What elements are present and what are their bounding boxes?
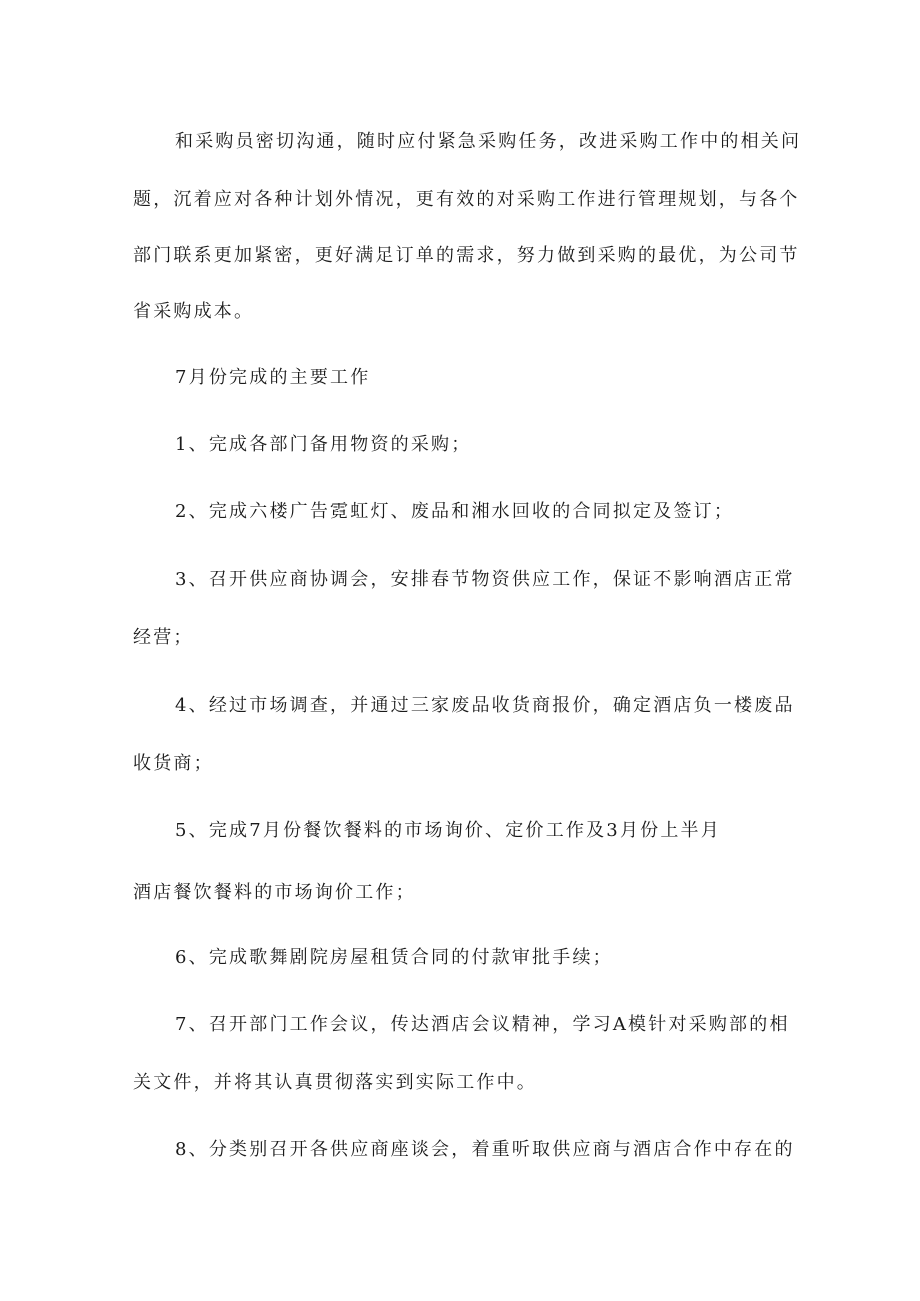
list-item-4-continuation: 收货商； (133, 753, 214, 774)
list-item-5: 5、完成7月份餐饮餐料的市场询价、定价工作及3月份上半月 (175, 820, 721, 841)
list-item-3: 3、召开供应商协调会，安排春节物资供应工作，保证不影响酒店正常 (175, 569, 795, 590)
intro-line: 和采购员密切沟通，随时应付紧急采购任务，改进采购工作中的相关问 (175, 131, 802, 152)
list-item-5-continuation: 酒店餐饮餐料的市场询价工作； (133, 882, 416, 903)
intro-line: 省采购成本。 (133, 301, 255, 322)
list-item-2: 2、完成六楼广告霓虹灯、废品和湘水回收的合同拟定及签订； (175, 501, 735, 522)
list-item-7: 7、召开部门工作会议，传达酒店会议精神，学习A模针对采购部的相 (175, 1014, 790, 1035)
list-item-7-continuation: 关文件，并将其认真贯彻落实到实际工作中。 (133, 1072, 537, 1093)
list-item-4: 4、经过市场调查，并通过三家废品收货商报价，确定酒店负一楼废品 (175, 695, 795, 716)
section-heading: 7月份完成的主要工作 (175, 367, 371, 388)
list-item-6: 6、完成歌舞剧院房屋租赁合同的付款审批手续； (175, 947, 613, 968)
list-item-1: 1、完成各部门备用物资的采购； (175, 434, 472, 455)
intro-line: 题，沉着应对各种计划外情况，更有效的对采购工作进行管理规划，与各个 (133, 189, 800, 210)
list-item-8: 8、分类别召开各供应商座谈会，着重听取供应商与酒店合作中存在的 (175, 1139, 795, 1160)
list-item-3-continuation: 经营； (133, 627, 194, 648)
intro-line: 部门联系更加紧密，更好满足订单的需求，努力做到采购的最优，为公司节 (133, 245, 800, 266)
